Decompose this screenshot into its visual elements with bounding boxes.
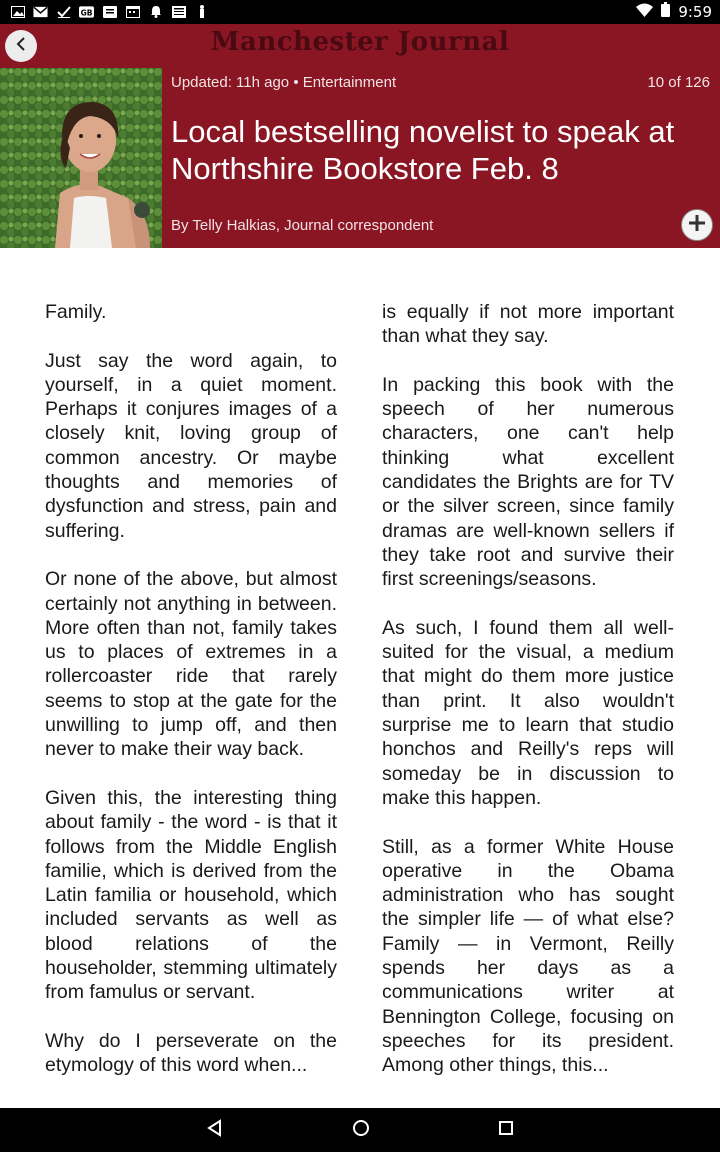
- article-byline: By Telly Halkias, Journal correspondent: [171, 217, 434, 234]
- paragraph: is equally if not more important than what they say.: [382, 301, 674, 348]
- paragraph: Given this, the interesting thing about family - the word - is that it follows from the Middle English familie, which is derived from the Latin familia or household, which included servants as well as blood relations of the householder, stemming ultimately from famulus or servant.: [45, 786, 337, 1004]
- system-status: [636, 2, 712, 21]
- status-bar: [0, 0, 720, 24]
- article-header: [0, 68, 720, 248]
- newspaper-icon: [171, 3, 186, 20]
- status-clock: 9:59: [678, 2, 712, 21]
- paragraph: Why do I perseverate on the etymology of this word when...: [45, 1029, 337, 1077]
- paragraph: Still, as a former White House operative in the Obama administration who has sought the simpler life — of what else? Family — in Vermont, Reilly spends her days as a communications writer at Bennington College, focusing on speeches for its president. Among other things, this...: [382, 835, 674, 1077]
- nav-recents-button[interactable]: [495, 1119, 517, 1141]
- mail-icon: [33, 3, 48, 20]
- gb-icon: [79, 3, 94, 20]
- svg-text:GB: GB: [80, 7, 93, 17]
- recents-square-icon: [498, 1120, 514, 1140]
- masthead-logo: Manchester Journal: [210, 27, 510, 57]
- article-headline: Local bestselling novelist to speak at Northshire Bookstore Feb. 8: [171, 114, 675, 186]
- figure-icon: [194, 3, 209, 20]
- article-column-right: [382, 300, 674, 1102]
- paragraph: In packing this book with the speech of her numerous characters, one can't help thinking what excellent candidates the Brights are for TV or the silver screen, since family dramas are well-known sellers if they take root and survive their first screenings/seasons.: [382, 373, 674, 591]
- paragraph: As such, I found them all well-suited for the visual, a medium that might do them more justice than print. It also wouldn't surprise me to learn that studio honchos and Reilly's reps will someday be in discussion to make this happen.: [382, 616, 674, 809]
- nav-home-button[interactable]: [350, 1119, 372, 1141]
- article-body[interactable]: [0, 248, 720, 1108]
- article-column-left: [45, 300, 337, 1102]
- wifi-icon: [636, 2, 653, 21]
- add-button[interactable]: [681, 209, 713, 241]
- nav-back-button[interactable]: [204, 1119, 226, 1141]
- home-circle-icon: [352, 1119, 370, 1141]
- photo-icon: [10, 3, 25, 20]
- check-icon: [56, 3, 71, 20]
- back-triangle-icon: [206, 1119, 224, 1141]
- app-bar: [0, 24, 720, 68]
- paragraph: Family.: [45, 301, 107, 323]
- article-meta: Updated: 11h ago • Entertainment: [171, 74, 397, 91]
- notification-icons: [10, 3, 209, 20]
- battery-icon: [661, 2, 670, 21]
- plus-icon: [687, 213, 707, 237]
- paragraph: Just say the word again, to yourself, in a quiet moment. Perhaps it conjures images of a closely knit, loving group of common ancestry. Or maybe thoughts and memories of dysfunction and stress, pain and suffering.: [45, 349, 337, 542]
- notification-bell-icon: [148, 3, 163, 20]
- author-photo[interactable]: [0, 68, 162, 248]
- article-counter: 10 of 126: [647, 74, 710, 91]
- paragraph: Or none of the above, but almost certainly not anything in between. More often than not, family takes us to places of extremes in a rollercoaster ride that rarely seems to stop at the gate for the unwilling to jump off, and then never to make their way back.: [45, 568, 337, 761]
- calendar-icon: [125, 3, 140, 20]
- navigation-bar: [0, 1108, 720, 1152]
- news-icon: [102, 3, 117, 20]
